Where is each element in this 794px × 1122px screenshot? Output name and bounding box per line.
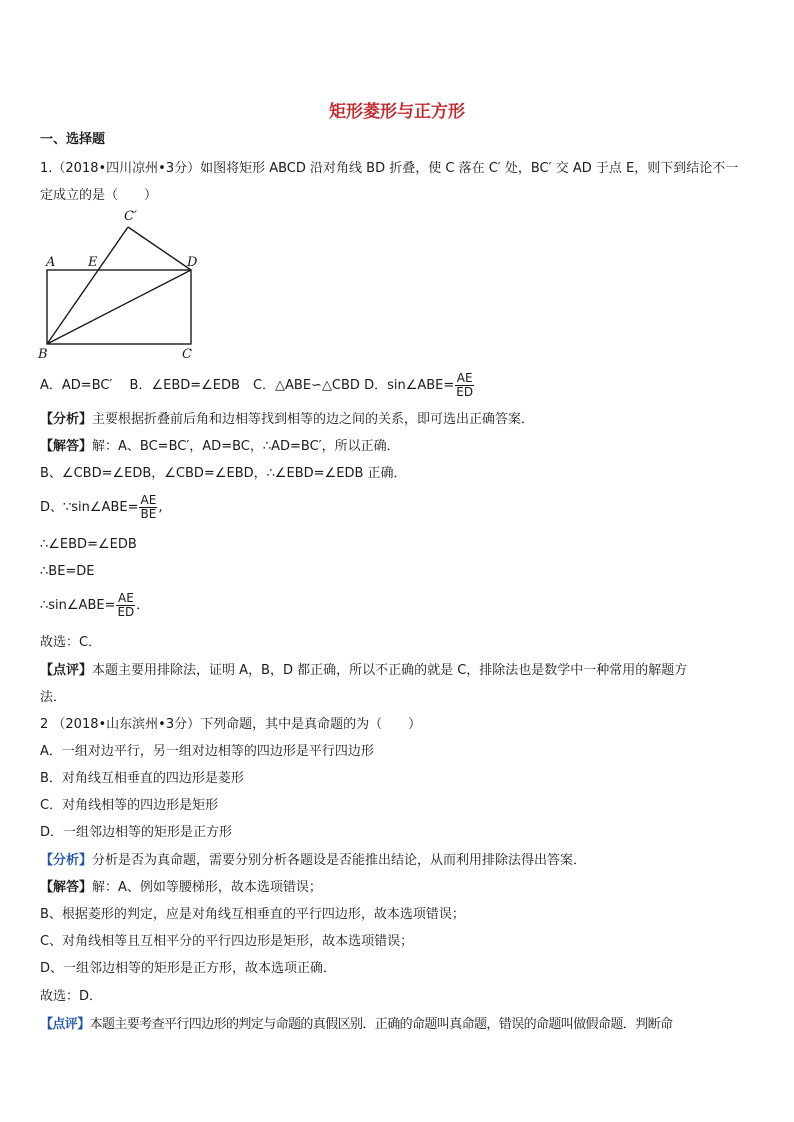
q1-answer-line4: ∴∠EBD=∠EDB: [40, 537, 137, 552]
comment-text: 本题主要用排除法，证明 A，B，D 都正确，所以不正确的就是 C，排除法也是数学中一种常用的解题方: [92, 663, 688, 678]
q1-stem-line1: 1.（2018•四川凉州•3分）如图将矩形 ABCD 沿对角线 BD 折叠，使 C 落在 C′ 处，BC′ 交 AD 于点 E，则下到结论不一: [40, 161, 739, 176]
answer3-suffix: ,: [158, 500, 163, 515]
answer-tag: 【解答】: [40, 439, 93, 454]
fraction-denominator: BE: [140, 507, 157, 521]
q2-option-d: D．一组邻边相等的矩形是正方形: [40, 825, 233, 840]
q1-geometry-figure: [34, 206, 214, 364]
fraction-numerator: AE: [117, 591, 134, 605]
q1-answer-line3: [40, 494, 162, 521]
analysis-text: 分析是否为真命题，需要分别分析各题设是否能推出结论，从而利用排除法得出答案．: [92, 853, 587, 868]
q1-answer-line5: ∴BE=DE: [40, 564, 95, 579]
label-b: B: [38, 347, 48, 362]
analysis-tag: 【分析】: [40, 853, 93, 868]
q1-comment-line1: [40, 663, 687, 679]
fraction-numerator: AE: [140, 493, 157, 507]
analysis-text: 主要根据折叠前后角和边相等找到相等的边之间的关系，即可选出正确答案．: [92, 412, 535, 427]
q2-analysis: [40, 853, 586, 869]
comment-tag: 【点评】: [40, 663, 93, 678]
q1-choice: 故选：C．: [40, 635, 102, 650]
q2-answer-line1: [40, 880, 322, 896]
section-heading: 一、选择题: [40, 132, 106, 147]
label-c: C: [182, 347, 192, 362]
q2-option-a: A．一组对边平行，另一组对边相等的四边形是平行四边形: [40, 744, 374, 759]
segment-c-prime-d: [128, 227, 191, 270]
q2-answer-line4: D、一组邻边相等的矩形是正方形，故本选项正确．: [40, 961, 337, 976]
q2-stem: 2 （2018•山东滨州•3分）下列命题，其中是真命题的为（ ）: [40, 717, 422, 732]
q1-comment-line2: 法．: [40, 690, 67, 705]
q2-choice: 故选：D．: [40, 989, 103, 1004]
segment-bc-prime: [47, 227, 128, 344]
comment-text: 本题主要考查平行四边形的判定与命题的真假区别．正确的命题叫真命题，错误的命题叫做假命题．判断命: [89, 1017, 673, 1032]
analysis-tag: 【分析】: [40, 412, 93, 427]
answer-text: 解：A、例如等腰梯形，故本选项错误；: [92, 880, 322, 895]
q1-options-text: A．AD=BC′ B．∠EBD=∠EDB C．△ABE∽△CBD D．sin∠ABE=: [40, 378, 455, 393]
q1-options: [40, 372, 475, 399]
q1-option-d-fraction: [455, 372, 474, 399]
q1-answer-line6: [40, 592, 149, 619]
fraction-denominator: ED: [117, 605, 135, 619]
diagonal-bd: [47, 270, 191, 344]
q1-stem-line2: 定成立的是（ ）: [40, 188, 158, 203]
q2-option-b: B．对角线互相垂直的四边形是菱形: [40, 771, 244, 786]
answer6-fraction: [116, 592, 135, 619]
q1-answer-line2: B、∠CBD=∠EDB，∠CBD=∠EBD，∴∠EBD=∠EDB 正确．: [40, 466, 407, 481]
label-a: A: [46, 255, 56, 270]
answer3-prefix: D、∵sin∠ABE=: [40, 500, 139, 515]
comment-tag: 【点评】: [40, 1017, 90, 1032]
answer6-prefix: ∴sin∠ABE=: [40, 598, 116, 613]
fraction-numerator: AE: [456, 371, 473, 385]
fraction-denominator: ED: [456, 385, 474, 399]
page-title: 矩形菱形与正方形: [329, 102, 465, 122]
answer3-fraction: [139, 494, 157, 521]
answer-tag: 【解答】: [40, 880, 93, 895]
q2-option-c: C．对角线相等的四边形是矩形: [40, 798, 219, 813]
answer6-suffix: ．: [136, 598, 150, 613]
q2-answer-line2: B、根据菱形的判定，应是对角线互相垂直的平行四边形，故本选项错误；: [40, 907, 465, 922]
label-e: E: [88, 255, 98, 270]
q2-answer-line3: C、对角线相等且互相平分的平行四边形是矩形，故本选项错误；: [40, 934, 414, 949]
q2-comment: [40, 1017, 672, 1033]
label-c-prime: C′: [124, 209, 137, 224]
answer-text: 解：A、BC=BC′，AD=BC，∴AD=BC′，所以正确．: [92, 439, 400, 454]
label-d: D: [187, 255, 198, 270]
q1-answer-line1: [40, 439, 400, 455]
q1-analysis: [40, 412, 534, 428]
